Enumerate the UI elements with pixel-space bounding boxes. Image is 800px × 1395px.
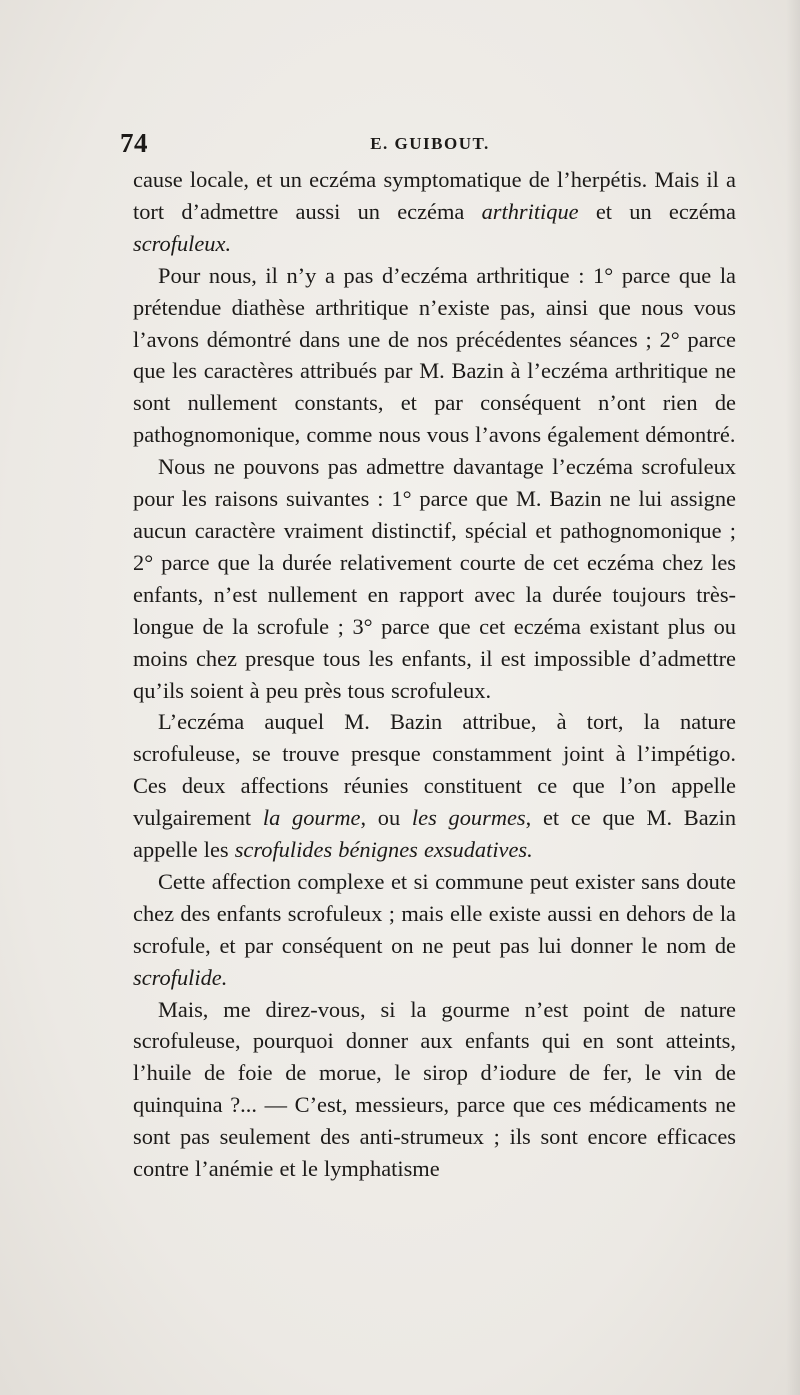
paragraph-6: Mais, me direz-vous, si la gourme n’est point de nature scrofuleuse, pourquoi donner aux enfants qui en sont atteints, l’huile de foie de morue, le sirop d’iodure de fer, le vin de quinquina ?... — C’est, messieurs, parce que ces médicaments ne sont pas seulement des anti-strumeux ; ils sont encore efficaces contre l’anémie et le lymphatisme — [133, 996, 736, 1182]
paragraph-4-italic-c: scrofulides bénignes exsudatives. — [234, 837, 533, 863]
paragraph-5-text-a: Cette affection complexe et si commune peut exister sans doute chez des enfants scrofuleux ; mais elle existe aussi en dehors de la scrofule, et par conséquent on ne peut pas lui donner le nom de — [133, 868, 736, 958]
paragraph-4-text-a: L’eczéma auquel M. Bazin attribue, à tort, la nature scrofuleuse, se trouve presque constamment joint à l’impétigo. Ces deux affections réunies constituent ce que l’on appelle vulgairement — [133, 709, 736, 831]
paragraph-5 — [133, 866, 736, 994]
page-header — [120, 128, 740, 164]
paragraph-2: Pour nous, il n’y a pas d’eczéma arthritique : 1° parce que la prétendue diathèse arthritique n’existe pas, ainsi que nous vous l’avons démontré dans une de nos précédentes séances ; 2° parce que les caractères attribués par M. Bazin à l’eczéma arthritique ne sont nullement constants, et par conséquent n’ont rien de pathognomonique, comme nous vous l’avons également démontré. — [133, 262, 736, 448]
paragraph-1 — [133, 164, 736, 260]
page-number: 74 — [120, 128, 148, 158]
paragraph-5-italic-a: scrofulide. — [133, 964, 228, 990]
paragraph-4-text-c: , et ce que M. Bazin appelle les — [133, 805, 737, 863]
paragraph-4 — [133, 706, 736, 866]
paragraph-1-italic-b: scrofuleux. — [133, 230, 232, 256]
paragraph-4-italic-a: la gourme — [262, 805, 361, 831]
paragraph-4-italic-b: les gourmes — [411, 805, 526, 831]
paragraph-1-text-a: cause locale, et un eczéma symptomatique de l’herpétis. Mais il a tort d’admettre aussi un eczéma — [133, 167, 736, 224]
paragraph-3: Nous ne pouvons pas admettre davantage l’eczéma scrofuleux pour les raisons suivantes : 1° parce que M. Bazin ne lui assigne aucun caractère vraiment distinctif, spécial et pathognomonique ; 2° parce que la durée relativement courte de cet eczéma chez les enfants, n’est nullement en rapport avec la durée toujours très-longue de la scrofule ; 3° parce que cet eczéma existant plus ou moins chez presque tous les enfants, il est impossible d’admettre qu’ils soient à peu près tous scrofuleux. — [133, 454, 736, 703]
body-text — [133, 164, 736, 1185]
paragraph-1-italic-a: arthritique — [481, 198, 579, 224]
paragraph-1-text-b: et un eczéma — [578, 198, 736, 224]
paragraph-4-text-b: , ou — [360, 805, 412, 831]
running-head: E. GUIBOUT. — [370, 134, 490, 153]
page-edge-shadow — [786, 0, 800, 1395]
